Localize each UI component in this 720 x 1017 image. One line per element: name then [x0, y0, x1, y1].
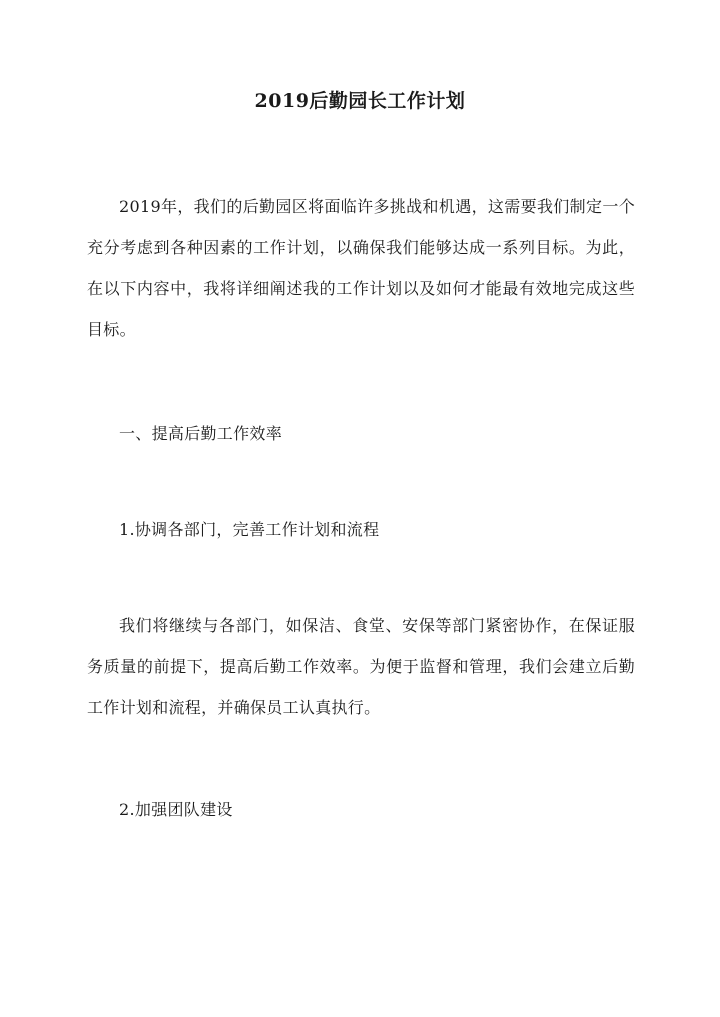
intro-paragraph: 2019年，我们的后勤园区将面临许多挑战和机遇，这需要我们制定一个充分考虑到各种因素的工作计划，以确保我们能够达成一系列目标。为此，在以下内容中，我将详细阐述我的工作计划以及如何才能最有效地完成这些目标。 [87, 197, 635, 339]
document-title: 2019后勤园长工作计划 [254, 90, 466, 112]
subsection-heading-coordinate-departments: 1.协调各部门，完善工作计划和流程 [119, 520, 380, 539]
subsection-heading-team-building: 2.加强团队建设 [119, 800, 233, 819]
subsection-body-coordinate-departments: 我们将继续与各部门，如保洁、食堂、安保等部门紧密协作，在保证服务质量的前提下，提高后勤工作效率。为便于监督和管理，我们会建立后勤工作计划和流程，并确保员工认真执行。 [87, 616, 635, 717]
section-heading-improve-efficiency: 一、提高后勤工作效率 [119, 424, 283, 443]
